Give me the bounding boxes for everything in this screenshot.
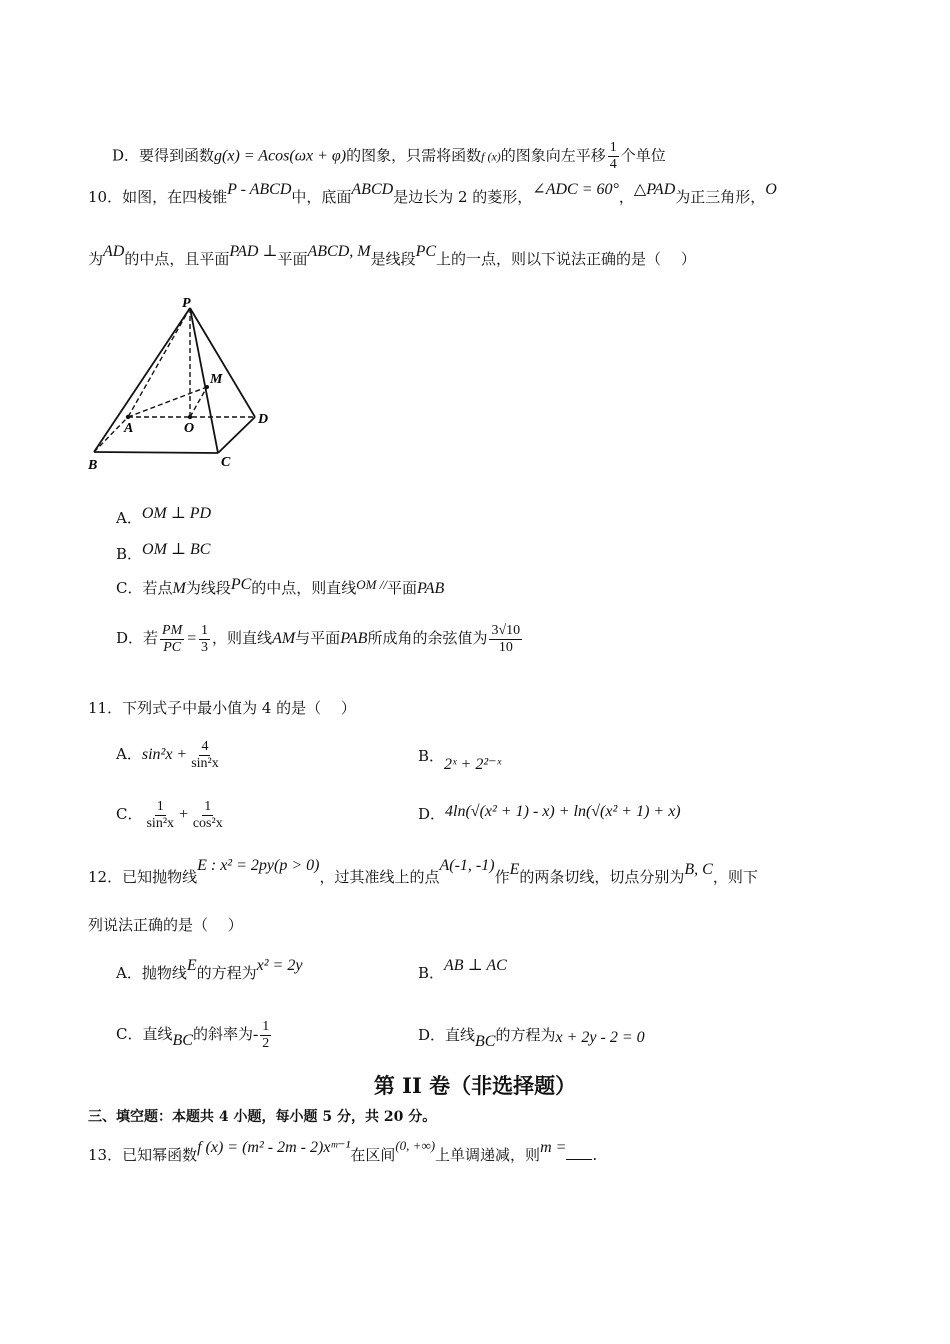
label-m: M <box>210 372 223 387</box>
q10-math-pc: PC <box>415 243 437 260</box>
point-o <box>188 415 192 419</box>
q10-a-label: A． <box>116 509 142 527</box>
q9-d-fraction: $\frac{1}{4}$ <box>609 140 617 172</box>
edge-pa <box>128 308 190 417</box>
label-d: D <box>258 412 269 427</box>
q11-stem <box>88 697 356 719</box>
q9-option-d <box>112 140 666 173</box>
q10-a-math: OM ⊥ PD <box>141 505 212 522</box>
q11-d-label: D． <box>418 805 446 823</box>
q13-text-b: 在区间 <box>350 1146 396 1164</box>
q9-d-label: D．要得到函数 <box>112 146 215 165</box>
q12-c-bc: BC <box>172 1032 193 1049</box>
q10-d-pab: PAB <box>340 630 368 647</box>
edge-cd <box>218 417 255 453</box>
edge-pb <box>94 308 190 452</box>
q12-d-bc: BC <box>475 1033 496 1050</box>
q12-option-b <box>418 957 507 985</box>
answer-blank[interactable] <box>566 1145 592 1160</box>
q11-a-frac: $\frac{4}{\text{sin²x}}$ <box>191 738 219 771</box>
q9-d-func-g: g(x) = Acos(ωx + φ) <box>214 147 347 165</box>
q10-option-a <box>116 507 211 530</box>
q12-c-t1: 的斜率为 <box>192 1025 253 1043</box>
q11-option-a <box>116 732 223 777</box>
q12-b-label: B． <box>418 964 445 982</box>
pyramid-figure <box>80 290 280 475</box>
q10-d-t2: 与平面 <box>295 629 341 647</box>
section-title: 三、填空题：本题共 4 小题，每小题 5 分，共 20 分。 <box>88 1109 437 1125</box>
q11-c-frac2: $\frac{1}{\text{cos²x}}$ <box>192 798 223 831</box>
q10-d-label: D．若 <box>116 629 159 647</box>
q10-math-perp: PAD ⊥ <box>229 243 278 260</box>
q10-option-d <box>116 616 524 661</box>
q12-b-math: AB ⊥ AC <box>444 957 507 974</box>
q10-math-pyramid: P - ABCD <box>227 181 292 198</box>
label-c: C <box>221 455 231 470</box>
q12-d-t1: 的方程为 <box>495 1026 556 1044</box>
q10-c-m: M <box>172 580 186 597</box>
q12-d-label: D．直线 <box>418 1026 476 1044</box>
label-b: B <box>88 458 98 473</box>
q10-text-i: 是线段 <box>370 250 416 268</box>
q13-math-interval: (0, +∞) <box>395 1138 436 1153</box>
q12-text-e: ，则下 <box>712 868 758 886</box>
q11-c-plus: + <box>178 806 189 823</box>
q11-option-d <box>418 803 681 826</box>
q10-d-eq: = <box>186 630 198 647</box>
q10-d-t3: 所成角的余弦值为 <box>367 629 488 647</box>
q12-a-e: E <box>186 957 197 974</box>
q9-d-mid: 的图象，只需将函数 <box>346 146 482 165</box>
q10-text-g: 的中点，且平面 <box>124 250 230 268</box>
q10-b-label: B． <box>116 545 143 563</box>
part2-heading: 第 II 卷（非选择题） <box>373 1073 577 1098</box>
q10-c-t2: 的中点，则直线 <box>251 579 357 597</box>
q10-text-a: 10．如图，在四棱锥 <box>88 188 228 206</box>
q10-stem-line1 <box>88 181 777 209</box>
q10-text-j: 上的一点，则以下说法正确的是（ ） <box>436 250 696 268</box>
q10-stem-line2 <box>88 243 696 271</box>
q12-a-label: A．抛物线 <box>116 964 187 982</box>
q12-option-c <box>116 1012 273 1057</box>
q10-math-plane: ABCD, M <box>307 243 371 260</box>
q13-text-c: 上单调递减，则 <box>435 1146 541 1164</box>
point-a <box>126 415 130 419</box>
q10-option-c <box>116 577 444 600</box>
q12-math-parabola: E : x² = 2py(p > 0) <box>197 857 320 874</box>
q12-text-f: 列说法正确的是（ ） <box>88 916 243 934</box>
q10-c-pab: PAB <box>417 580 445 597</box>
q10-text-e: 为正三角形， <box>675 188 766 206</box>
edge-ab <box>94 417 128 452</box>
q10-d-frac2: $\frac{1}{3}$ <box>201 622 209 655</box>
q10-text-f: 为 <box>88 250 104 268</box>
q11-c-label: C． <box>116 805 143 823</box>
q12-text-c: 作 <box>494 868 510 886</box>
edge-bc <box>94 452 218 453</box>
q10-math-ad: AD <box>103 243 125 260</box>
q13-end: . <box>592 1146 598 1164</box>
q10-math-angle: ∠ADC = 60° <box>532 181 619 198</box>
q10-math-o: O <box>765 181 777 198</box>
q10-option-b <box>116 543 210 566</box>
q12-option-a <box>116 957 303 985</box>
q12-a-eq: x² = 2y <box>256 957 303 974</box>
q11-c-frac1: $\frac{1}{\text{sin²x}}$ <box>146 798 175 831</box>
q9-d-after: 的图象向左平移 <box>500 146 606 165</box>
q10-d-t1: ，则直线 <box>212 629 273 647</box>
q13-stem <box>88 1138 598 1167</box>
q12-c-label: C．直线 <box>116 1025 173 1043</box>
q9-d-func-f: f (x) <box>481 149 501 164</box>
q11-d-math: 4ln(√(x² + 1) - x) + ln(√(x² + 1) + x) <box>445 803 681 820</box>
label-a: A <box>124 421 134 436</box>
q12-stem-line1 <box>88 857 758 889</box>
q12-text-d: 的两条切线，切点分别为 <box>519 868 685 886</box>
q10-d-frac1: $\frac{PM}{PC}$ <box>162 622 183 655</box>
q10-c-label: C．若点 <box>116 579 173 597</box>
label-o: O <box>184 421 195 436</box>
q12-math-e: E <box>509 861 520 878</box>
q10-math-base: ABCD <box>351 181 394 198</box>
q10-c-om: OM // <box>356 577 387 592</box>
point-m <box>205 385 209 389</box>
q12-a-t1: 的方程为 <box>196 964 257 982</box>
q10-math-triangle: △PAD <box>633 181 676 198</box>
q11-b-math: 2ˣ + 2²⁻ˣ <box>444 756 502 773</box>
q13-text-a: 13．已知幂函数 <box>88 1146 198 1164</box>
segment-om <box>190 387 207 417</box>
q10-b-math: OM ⊥ BC <box>142 541 211 558</box>
q13-math-m: m = <box>540 1139 567 1156</box>
q11-option-c <box>116 792 227 837</box>
q9-d-end: 个单位 <box>620 146 666 165</box>
q12-math-point-a: A(-1, -1) <box>439 857 495 874</box>
q10-c-t3: 平面 <box>387 579 418 597</box>
q13-math-func: f (x) = (m² - 2m - 2)xᵐ⁻¹ <box>197 1139 351 1156</box>
q10-text-h: 平面 <box>277 250 308 268</box>
q11-b-label: B． <box>418 747 445 765</box>
q12-d-eq: x + 2y - 2 = 0 <box>555 1029 645 1046</box>
q12-text-a: 12．已知抛物线 <box>88 868 198 886</box>
q10-d-am: AM <box>272 630 296 647</box>
q11-stem-text: 11．下列式子中最小值为 4 的是（ ） <box>88 699 356 717</box>
q10-text-d: ， <box>618 188 634 206</box>
q12-option-d <box>418 1024 645 1050</box>
q12-text-b: ，过其准线上的点 <box>319 868 440 886</box>
q10-c-pc: PC <box>230 576 252 593</box>
q12-stem-line2 <box>88 914 243 936</box>
q10-text-c: 是边长为 2 的菱形， <box>393 188 533 206</box>
q12-c-frac: $\frac{1}{2}$ <box>262 1018 270 1051</box>
q10-c-t1: 为线段 <box>185 579 231 597</box>
q11-a-label: A． <box>116 745 142 763</box>
q10-d-answer: $\frac{3√10}{10}$ <box>491 622 521 655</box>
segment-am <box>128 387 207 417</box>
label-p: P <box>182 296 191 311</box>
q11-a-math: sin²x + <box>141 746 188 763</box>
q11-option-b <box>418 745 502 773</box>
q12-math-bc: B, C <box>684 861 713 878</box>
q12-c-minus: - <box>252 1026 259 1043</box>
q10-text-b: 中，底面 <box>291 188 352 206</box>
